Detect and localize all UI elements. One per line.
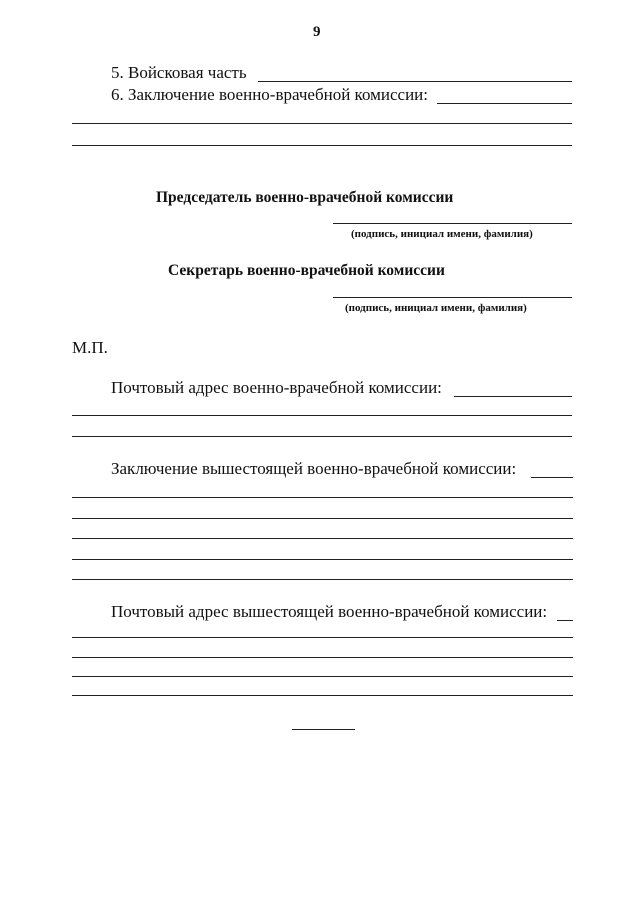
postal-address-line: [454, 396, 572, 397]
secretary-signature-caption: (подпись, инициал имени, фамилия): [345, 302, 527, 314]
higher-postal-address-label: Почтовый адрес вышестоящей военно-врачебной комиссии:: [111, 602, 548, 621]
higher-conclusion-line: [72, 559, 573, 560]
military-unit-line: [258, 81, 572, 82]
higher-conclusion-line: [72, 497, 573, 498]
stamp-place-label: М.П.: [72, 338, 108, 357]
secretary-title: Секретарь военно-врачебной комиссии: [168, 262, 445, 279]
secretary-signature-line: [333, 297, 572, 298]
end-of-document-rule: [292, 729, 355, 730]
higher-conclusion-line: [72, 518, 573, 519]
military-unit-label: 5. Войсковая часть: [111, 63, 247, 82]
postal-address-line: [72, 436, 572, 437]
chairman-title: Председатель военно-врачебной комиссии: [156, 189, 454, 206]
vvk-conclusion-label: 6. Заключение военно-врачебной комиссии:: [111, 85, 428, 104]
higher-postal-address-line: [72, 657, 573, 658]
higher-postal-address-line: [72, 637, 573, 638]
vvk-conclusion-line: [72, 145, 572, 146]
higher-postal-address-line: [72, 695, 573, 696]
postal-address-label: Почтовый адрес военно-врачебной комиссии:: [111, 378, 442, 397]
chairman-signature-line: [333, 223, 572, 224]
higher-conclusion-line: [72, 579, 573, 580]
higher-postal-address-line: [557, 620, 573, 621]
higher-conclusion-label: Заключение вышестоящей военно-врачебной комиссии:: [111, 459, 517, 478]
higher-conclusion-line: [72, 538, 573, 539]
chairman-signature-caption: (подпись, инициал имени, фамилия): [351, 228, 533, 240]
higher-postal-address-line: [72, 676, 573, 677]
postal-address-line: [72, 415, 572, 416]
page-number: 9: [313, 24, 321, 40]
vvk-conclusion-line: [72, 123, 572, 124]
higher-conclusion-line: [531, 477, 573, 478]
vvk-conclusion-line: [437, 103, 572, 104]
